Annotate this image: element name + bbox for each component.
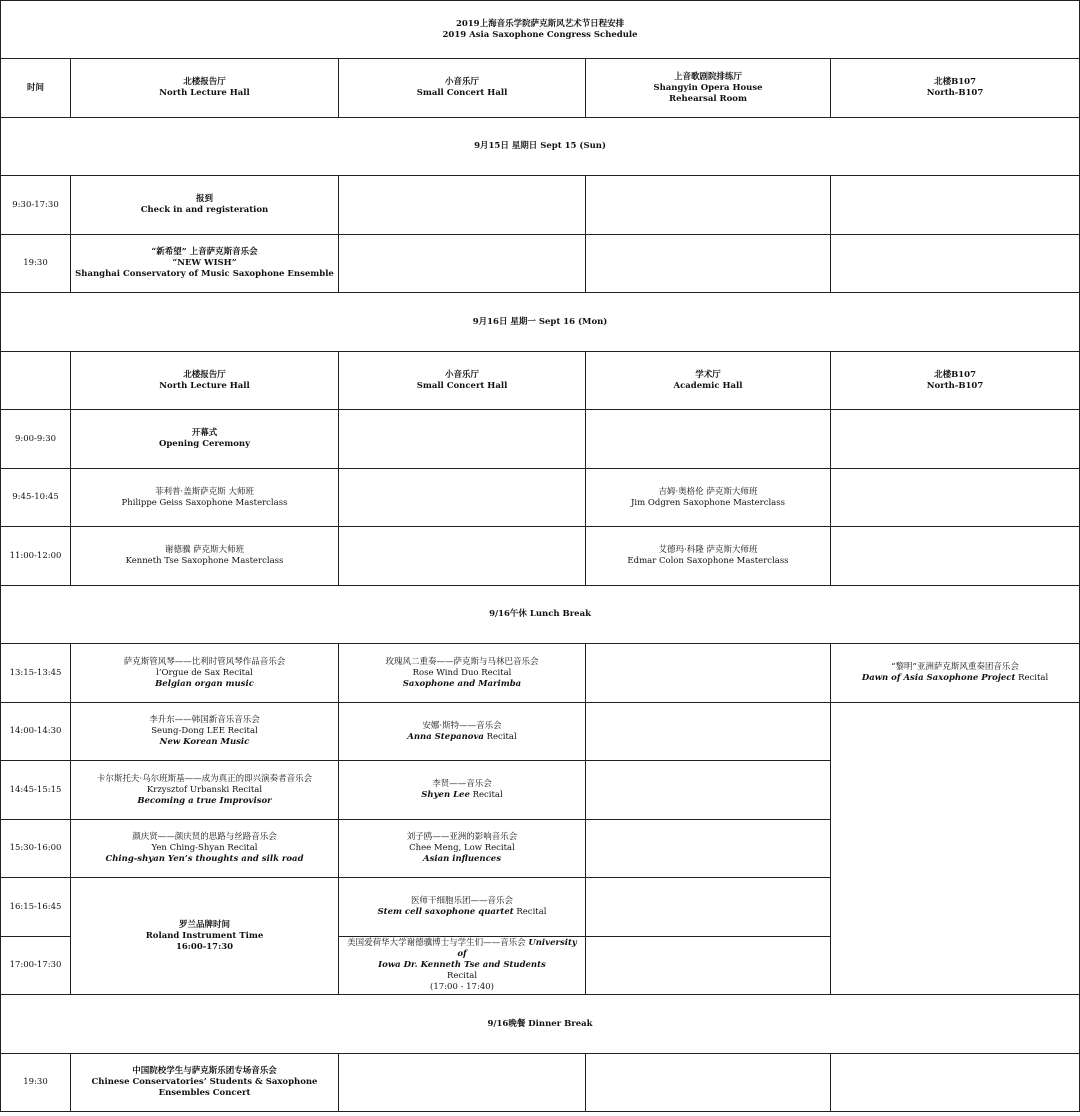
cell-text: Check in and registeration <box>140 205 269 215</box>
event-cell <box>71 410 339 469</box>
cell-text: Dawn of Asia Saxophone Project <box>861 673 1016 683</box>
empty-cell <box>586 937 831 995</box>
cell-text: Shanghai Conservatory of Music Saxophone Ensemble <box>75 269 334 279</box>
empty-cell <box>586 703 831 761</box>
cell-text: New Korean Music <box>159 737 250 747</box>
cell-text: 玫瑰风二重奏——萨克斯与马林巴音乐会 <box>385 656 539 667</box>
event-cell <box>71 469 339 527</box>
cell-text: Shyen Lee <box>421 790 470 800</box>
cell-text: 安娜·斯特——音乐会 <box>422 720 502 731</box>
cell-text: 小音乐厅 <box>444 369 479 380</box>
schedule-row <box>1 1054 1080 1112</box>
cell-text: Small Concert Hall <box>416 88 508 98</box>
cell-text: Rose Wind Duo Recital <box>412 667 512 678</box>
cell-text: 美国爱荷华大学谢德骥博士与学生们——音乐会 <box>347 938 529 948</box>
empty-cell <box>339 410 586 469</box>
empty-cell <box>831 410 1080 469</box>
empty-cell <box>831 469 1080 527</box>
empty-cell <box>831 235 1080 293</box>
time-cell: 11:00-12:00 <box>1 527 71 586</box>
cell-text: Saxophone and Marimba <box>402 678 522 689</box>
day-row <box>1 118 1080 176</box>
cell-text: North Lecture Hall <box>159 88 250 98</box>
empty-cell <box>831 527 1080 586</box>
cell-text: Asian influences <box>423 854 501 864</box>
cell-text: Opening Ceremony <box>158 439 251 449</box>
venue-header-row <box>1 352 1080 410</box>
venue-north-lecture-hall <box>71 59 339 118</box>
cell-text: Recital <box>1015 673 1049 683</box>
schedule-row <box>1 235 1080 293</box>
cell-text: “NEW WISH” <box>172 258 237 268</box>
time-cell: 9:30-17:30 <box>1 176 71 235</box>
cell-text: North Lecture Hall <box>159 380 250 391</box>
event-cell <box>586 527 831 586</box>
cell-text: Jim Odgren Saxophone Masterclass <box>631 497 785 508</box>
cell-text: Yen Ching-Shyan Recital <box>151 843 258 853</box>
time-cell: 16:15-16:45 <box>1 878 71 937</box>
schedule-title <box>1 1 1080 59</box>
cell-text: 李贤——音乐会 <box>432 779 492 789</box>
empty-cell <box>586 878 831 937</box>
event-cell <box>339 937 586 995</box>
break-row <box>1 586 1080 644</box>
cell-text: Academic Hall <box>673 380 743 391</box>
cell-text: Becoming a true Improvisor <box>137 795 272 806</box>
cell-text: 北楼报告厅 <box>183 77 226 87</box>
time-cell: 14:00-14:30 <box>1 703 71 761</box>
day-label-sept15: 9月15日 星期日 Sept 15 (Sun) <box>1 118 1080 176</box>
cell-text: 卡尔斯托夫·乌尔班斯基——成为真正的即兴演奏者音乐会 <box>96 773 313 784</box>
cell-text: Anna Stepanova <box>407 731 484 742</box>
empty-cell <box>831 703 1080 995</box>
schedule-row <box>1 644 1080 703</box>
time-cell: 17:00-17:30 <box>1 937 71 995</box>
cell-text: 北楼报告厅 <box>183 369 226 380</box>
empty-cell <box>586 761 831 820</box>
empty-cell <box>586 410 831 469</box>
time-header: 时间 <box>1 59 71 118</box>
empty-cell <box>586 235 831 293</box>
event-cell <box>71 176 339 235</box>
schedule-row <box>1 469 1080 527</box>
time-cell: 9:45-10:45 <box>1 469 71 527</box>
cell-text: 小音乐厅 <box>444 77 479 87</box>
event-cell <box>339 878 586 937</box>
time-cell: 19:30 <box>1 1054 71 1112</box>
empty-cell <box>586 820 831 878</box>
break-row <box>1 995 1080 1054</box>
empty-cell <box>339 527 586 586</box>
cell-text: 医师干细胞乐团——音乐会 <box>410 896 513 906</box>
cell-text: 北楼B107 <box>934 77 976 87</box>
time-cell: 15:30-16:00 <box>1 820 71 878</box>
event-cell <box>339 644 586 703</box>
cell-text: Small Concert Hall <box>416 380 508 391</box>
empty-cell <box>339 469 586 527</box>
cell-text: 罗兰品牌时间 <box>178 919 230 930</box>
dinner-break-label: 9/16晚餐 Dinner Break <box>1 995 1080 1054</box>
event-cell <box>71 761 339 820</box>
cell-text: Recital <box>446 971 478 981</box>
cell-text: University of <box>457 938 577 959</box>
time-cell: 19:30 <box>1 235 71 293</box>
cell-text: Krzysztof Urbanski Recital <box>146 784 263 795</box>
cell-text: 菲利普·盖斯萨克斯 大师班 <box>155 486 254 497</box>
event-cell <box>586 469 831 527</box>
cell-text: Iowa Dr. Kenneth Tse and Students <box>378 960 546 970</box>
cell-text: “新希望” 上音萨克斯音乐会 <box>151 247 258 257</box>
cell-text: 报到 <box>195 194 213 204</box>
cell-text: 谢德骥 萨克斯大师班 <box>164 545 245 555</box>
cell-text: 16:00-17:30 <box>175 941 234 952</box>
cell-text: Kenneth Tse Saxophone Masterclass <box>125 556 284 566</box>
lunch-break-label: 9/16午休 Lunch Break <box>1 586 1080 644</box>
cell-text: Ching-shyan Yen’s thoughts and silk road <box>105 854 304 864</box>
venue-small-concert-hall <box>339 59 586 118</box>
event-cell <box>71 703 339 761</box>
event-cell <box>71 878 339 995</box>
cell-text: “黎明”亚洲萨克斯风重奏团音乐会 <box>891 662 1019 672</box>
cell-text: Shangyin Opera House <box>653 82 763 93</box>
cell-text: 开幕式 <box>191 428 218 438</box>
empty-cell <box>586 1054 831 1112</box>
venue-north-b107 <box>831 59 1080 118</box>
cell-text: 李升东——韩国新音乐音乐会 <box>149 715 260 725</box>
cell-text: Chee Meng, Low Recital <box>409 843 515 853</box>
empty-cell <box>1 352 71 410</box>
empty-cell <box>586 176 831 235</box>
cell-text: 艾德玛·科隆 萨克斯大师班 <box>658 545 758 555</box>
venue-opera-rehearsal-room <box>586 59 831 118</box>
cell-text: Rehearsal Room <box>669 93 747 104</box>
cell-text: Philippe Geiss Saxophone Masterclass <box>121 497 288 508</box>
cell-text: 刘子鸥——亚洲的影响音乐会 <box>406 832 518 842</box>
cell-text: Stem cell saxophone quartet <box>377 907 514 917</box>
cell-text: 颜庆贤——颜庆贤的思路与丝路音乐会 <box>132 832 277 842</box>
venue-header-row <box>1 59 1080 118</box>
event-cell <box>339 761 586 820</box>
empty-cell <box>831 176 1080 235</box>
event-cell <box>71 235 339 293</box>
cell-text: 吉姆·奥格伦 萨克斯大师班 <box>658 486 758 497</box>
empty-cell <box>831 1054 1080 1112</box>
cell-text: Recital <box>483 731 517 742</box>
time-cell: 14:45-15:15 <box>1 761 71 820</box>
cell-text: North-B107 <box>926 380 984 391</box>
cell-text: 2019上海音乐学院萨克斯风艺术节日程安排 <box>455 18 625 29</box>
cell-text: 学术厅 <box>695 369 721 380</box>
cell-text: North-B107 <box>926 88 984 98</box>
time-cell: 13:15-13:45 <box>1 644 71 703</box>
cell-text: 北楼B107 <box>934 369 976 380</box>
empty-cell <box>586 644 831 703</box>
event-cell <box>339 703 586 761</box>
cell-text: (17:00 - 17:40) <box>430 982 494 992</box>
day-label-sept16: 9月16日 星期一 Sept 16 (Mon) <box>1 293 1080 352</box>
event-cell <box>71 1054 339 1112</box>
cell-text: Roland Instrument Time <box>145 930 264 941</box>
event-cell <box>71 820 339 878</box>
cell-text: 萨克斯管风琴——比利时管风琴作品音乐会 <box>123 656 286 667</box>
venue-small-concert-hall <box>339 352 586 410</box>
title-row <box>1 1 1080 59</box>
venue-north-lecture-hall <box>71 352 339 410</box>
cell-text: 上音歌剧院排练厅 <box>673 71 742 82</box>
day-row <box>1 293 1080 352</box>
cell-text: l’Orgue de Sax Recital <box>156 667 253 678</box>
schedule-row <box>1 410 1080 469</box>
event-cell <box>831 644 1080 703</box>
cell-text: 中国院校学生与萨克斯乐团专场音乐会 <box>132 1066 277 1076</box>
cell-text: Recital <box>513 907 547 917</box>
cell-text: Edmar Colon Saxophone Masterclass <box>627 556 789 566</box>
event-cell <box>71 527 339 586</box>
schedule-row <box>1 527 1080 586</box>
cell-text: Belgian organ music <box>155 678 254 689</box>
empty-cell <box>339 1054 586 1112</box>
cell-text: 2019 Asia Saxophone Congress Schedule <box>442 29 638 40</box>
event-cell <box>339 820 586 878</box>
schedule-row <box>1 703 1080 761</box>
empty-cell <box>339 176 586 235</box>
cell-text: Chinese Conservatories’ Students & Saxophone Ensembles Concert <box>91 1077 318 1098</box>
cell-text: Recital <box>469 790 503 800</box>
time-cell: 9:00-9:30 <box>1 410 71 469</box>
schedule-row <box>1 176 1080 235</box>
venue-academic-hall <box>586 352 831 410</box>
event-cell <box>71 644 339 703</box>
venue-north-b107 <box>831 352 1080 410</box>
cell-text: Seung-Dong LEE Recital <box>151 726 258 736</box>
empty-cell <box>339 235 586 293</box>
